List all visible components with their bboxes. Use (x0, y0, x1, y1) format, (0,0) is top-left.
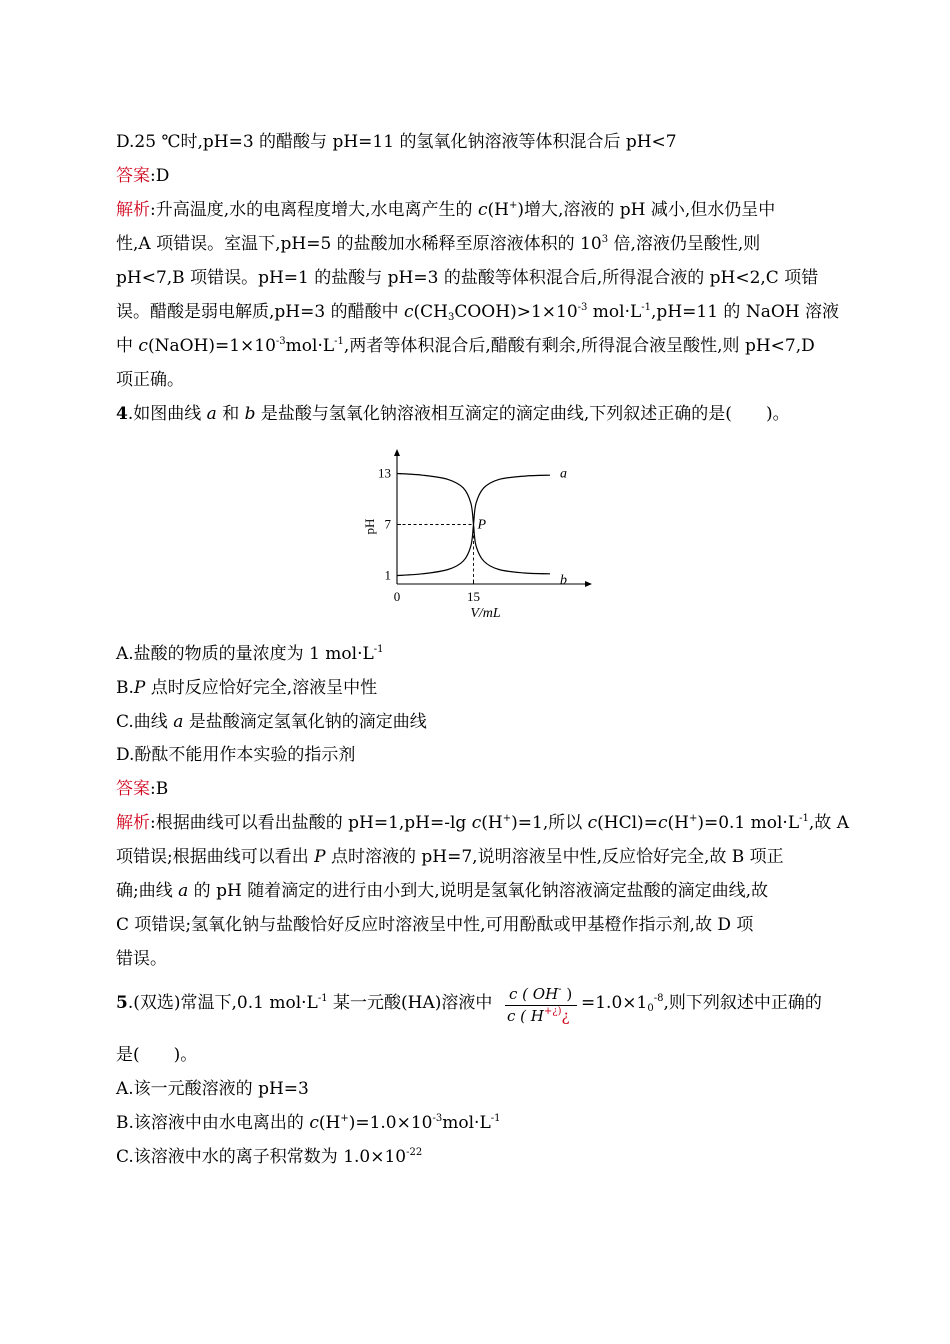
q4-analysis-line-5: 错误。 (116, 949, 167, 969)
q5-option-b: B.该溶液中由水电离出的 $c(H^+)=1.0\times 10^{-3}mol\cdot L^{-1}$ (116, 1113, 501, 1133)
question-number: 5 (116, 993, 128, 1013)
q4-analysis-line-1: 解析:根据曲线可以看出盐酸的 pH=1,pH=-lg c(H+)=1,所以 c(HCl)=c(H+)=0.1 $mol\cdot L^{-1}$,故 A (116, 813, 849, 833)
analysis-label: 解析 (116, 200, 150, 220)
point-p-label: P (477, 517, 487, 533)
q3-analysis-line-4: 误。醋酸是弱电解质,pH=3 的醋酸中 $c(CH_3COOH)>1\times 10^{-3}$ $mol\cdot L^{-1},pH=11$ 的 NaOH 溶液 (116, 302, 840, 323)
q4-stem: 4.如图曲线 a 和 b 是盐酸与氢氧化钠溶液相互滴定的滴定曲线,下列叙述正确的是( )。 (116, 404, 790, 424)
fraction-numerator: c ( OH- ) (509, 984, 573, 1003)
q4-answer: 答案:B (116, 779, 169, 799)
q5-stem-line-2: 是( )。 (116, 1045, 198, 1065)
q3-analysis-line-3: pH<7,B 项错误。pH=1 的盐酸与 pH=3 的盐酸等体积混合后,所得混合液的 pH<2,C 项错 (116, 268, 819, 288)
answer-label: 答案 (116, 166, 150, 186)
answer-label: 答案 (116, 779, 150, 799)
q3-option-d: D.25 ℃时,pH=3 的醋酸与 pH=11 的氢氧化钠溶液等体积混合后 pH<7 (116, 132, 677, 152)
x-tick-label: 0 (393, 589, 401, 604)
q4-option-c: C.曲线 a 是盐酸滴定氢氧化钠的滴定曲线 (116, 712, 427, 732)
q4-option-a: A.盐酸的物质的量浓度为 1 $mol\cdot L^{-1}$ (116, 644, 384, 664)
y-tick-label: 13 (378, 465, 391, 481)
curve-a-label: a (560, 466, 567, 482)
q5-option-a: A.该一元酸溶液的 pH=3 (116, 1079, 309, 1099)
y-axis-label: pH (362, 518, 377, 535)
q3-analysis-line-5: 中 $c(NaOH)=1\times 10^{-3}mol\cdot L^{-1}$,两者等体积混合后,醋酸有剩余,所得混合液呈酸性,则 pH<7,D (116, 336, 815, 356)
y-tick-label: 7 (384, 516, 391, 532)
q5-stem-line-1-tail: $=1.0\times 1_0^{-8}$,则下列叙述中正确的 (581, 993, 822, 1014)
y-tick-label: 1 (384, 567, 391, 583)
q4-analysis-line-4: C 项错误;氢氧化钠与盐酸恰好反应时溶液呈中性,可用酚酞或甲基橙作指示剂,故 D 项 (116, 915, 754, 935)
analysis-label: 解析 (116, 813, 150, 833)
q4-analysis-line-2: 项错误;根据曲线可以看出 P 点时溶液的 pH=7,说明溶液呈中性,反应恰好完全,故 B 项正 (116, 847, 784, 867)
q3-answer: 答案:D (116, 166, 170, 186)
q5-option-c: C.该溶液中水的离子积常数为 $1.0\times 10^{-22}$ (116, 1147, 423, 1167)
q4-option-d: D.酚酞不能用作本实验的指示剂 (116, 745, 356, 765)
x-axis-arrow (585, 581, 592, 587)
q3-analysis-line-1: 解析:升高温度,水的电离程度增大,水电离产生的 c(H+)增大,溶液的 pH 减小,但水仍呈中 (116, 200, 776, 220)
q5-stem-line-1: 5.(双选)常温下,0.1 $mol\cdot L^{-1}$ 某一元酸(HA)溶液中 (116, 993, 493, 1013)
x-axis-label: V/mL (470, 606, 501, 621)
titration-chart (360, 446, 600, 626)
y-axis-arrow (394, 449, 400, 456)
question-number: 4 (116, 404, 128, 424)
q3-analysis-line-6: 项正确。 (116, 370, 184, 390)
q3-analysis-line-2: 性,A 项错误。室温下,pH=5 的盐酸加水稀释至原溶液体积的 $10^3$ 倍,溶液仍呈酸性,则 (116, 234, 761, 254)
q4-analysis-line-3: 确;曲线 a 的 pH 随着滴定的进行由小到大,说明是氢氧化钠溶液滴定盐酸的滴定曲线,故 (116, 881, 769, 901)
x-tick-label: 15 (467, 589, 480, 604)
curve-b-label: b (560, 572, 567, 588)
q4-option-b: B.P 点时反应恰好完全,溶液呈中性 (116, 678, 378, 698)
fraction-denominator: c ( H+¿)¿ (507, 1006, 570, 1025)
fraction-bar (505, 1005, 577, 1006)
